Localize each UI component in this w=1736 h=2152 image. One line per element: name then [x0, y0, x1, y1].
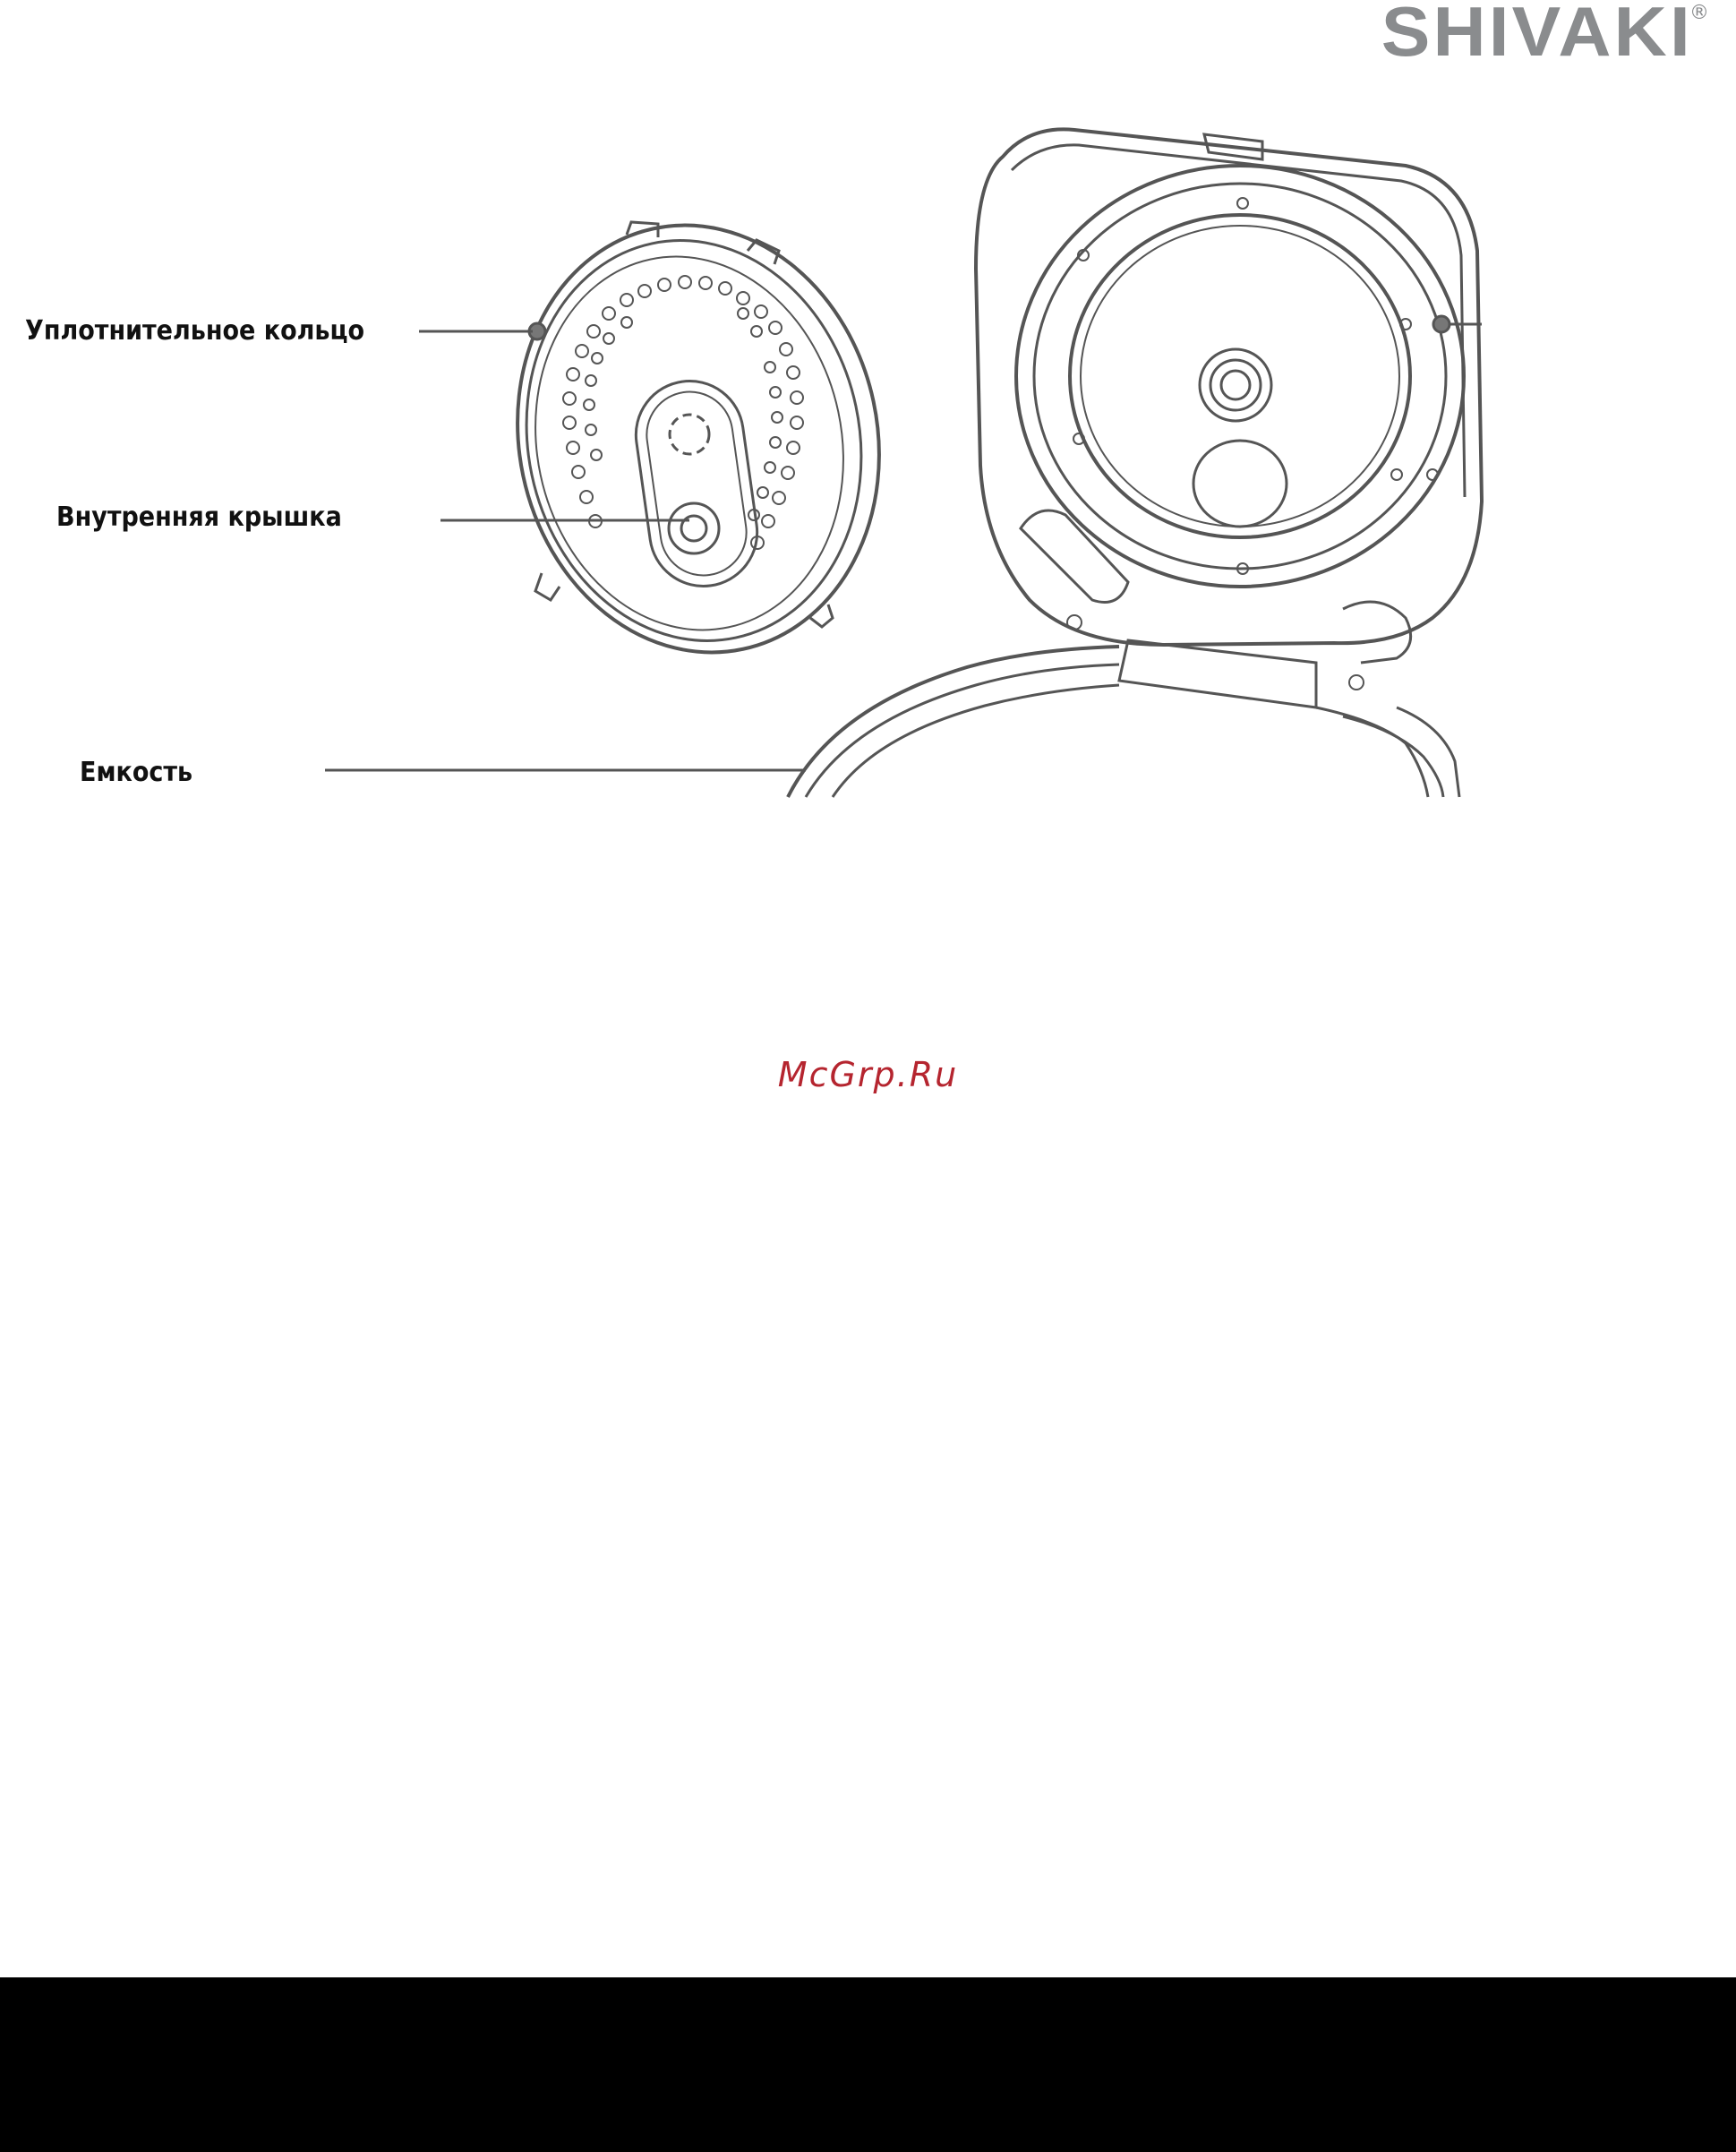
- label-sealing-ring: Уплотнительное кольцо: [25, 315, 365, 347]
- rice-cooker-diagram: [0, 0, 1736, 806]
- brand-logo-text: SHIVAKI: [1381, 0, 1694, 71]
- inner-lid-illustration: [478, 192, 918, 687]
- registered-mark: ®: [1689, 2, 1709, 24]
- label-bowl: Емкость: [80, 757, 193, 788]
- footer-bar: [0, 1977, 1736, 2152]
- cooker-body-illustration: [788, 129, 1482, 797]
- watermark-link[interactable]: McGrp.Ru: [777, 1055, 959, 1094]
- label-inner-lid: Внутренняя крышка: [56, 502, 342, 533]
